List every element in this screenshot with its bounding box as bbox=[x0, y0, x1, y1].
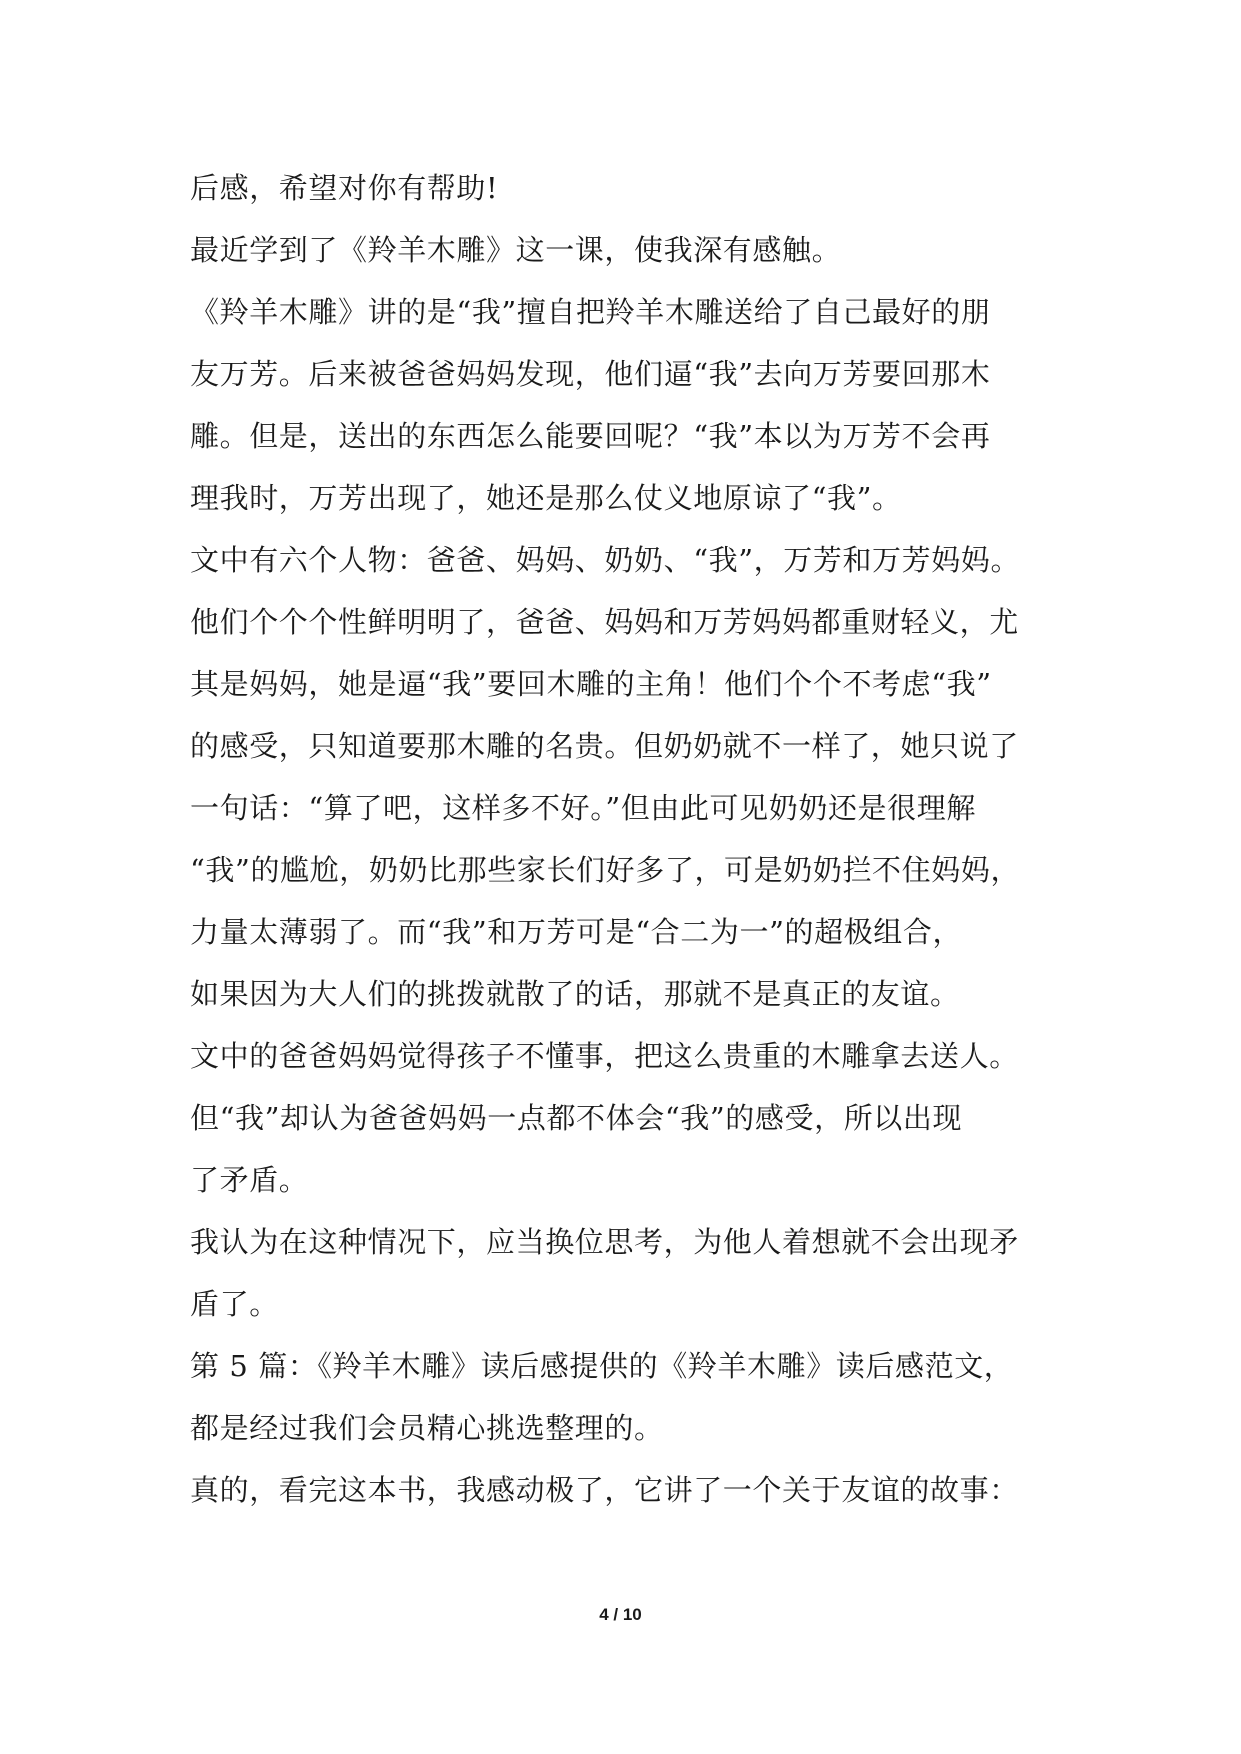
text-line: 其是妈妈，她是逼“我”要回木雕的主角！他们个个不考虑“我” bbox=[190, 667, 992, 701]
text-line: 第 5 篇：《羚羊木雕》读后感提供的《羚羊木雕》读后感范文， bbox=[190, 1349, 1014, 1383]
text-line: 《羚羊木雕》讲的是“我”擅自把羚羊木雕送给了自己最好的朋 bbox=[190, 295, 991, 329]
text-line: 雕。但是，送出的东西怎么能要回呢？“我”本以为万芳不会再 bbox=[190, 419, 991, 453]
document-body bbox=[190, 157, 1070, 1521]
text-line: 力量太薄弱了。而“我”和万芳可是“合二为一”的超极组合， bbox=[190, 915, 963, 949]
text-line: 我认为在这种情况下，应当换位思考，为他人着想就不会出现矛 bbox=[190, 1225, 1019, 1259]
text-line: 但“我”却认为爸爸妈妈一点都不体会“我”的感受，所以出现 bbox=[190, 1101, 963, 1135]
text-line: 如果因为大人们的挑拨就散了的话，那就不是真正的友谊。 bbox=[190, 977, 960, 1011]
text-line: 后感，希望对你有帮助! bbox=[190, 171, 499, 205]
text-line: 文中的爸爸妈妈觉得孩子不懂事，把这么贵重的木雕拿去送人。 bbox=[190, 1039, 1019, 1073]
text-line: “我”的尴尬，奶奶比那些家长们好多了，可是奶奶拦不住妈妈， bbox=[190, 853, 1021, 887]
text-line: 都是经过我们会员精心挑选整理的。 bbox=[190, 1411, 664, 1445]
text-line: 真的，看完这本书，我感动极了，它讲了一个关于友谊的故事： bbox=[190, 1473, 1019, 1507]
text-line: 最近学到了《羚羊木雕》这一课，使我深有感触。 bbox=[190, 233, 842, 267]
text-line: 了矛盾。 bbox=[190, 1163, 309, 1197]
text-line: 理我时，万芳出现了，她还是那么仗义地原谅了“我”。 bbox=[190, 481, 902, 515]
text-line: 文中有六个人物：爸爸、妈妈、奶奶、“我”，万芳和万芳妈妈。 bbox=[190, 543, 1021, 577]
text-line: 的感受，只知道要那木雕的名贵。但奶奶就不一样了，她只说了 bbox=[190, 729, 1019, 763]
text-line: 友万芳。后来被爸爸妈妈发现，他们逼“我”去向万芳要回那木 bbox=[190, 357, 991, 391]
text-line: 一句话：“算了吧，这样多不好。”但由此可见奶奶还是很理解 bbox=[190, 791, 976, 825]
text-line: 他们个个个性鲜明明了，爸爸、妈妈和万芳妈妈都重财轻义，尤 bbox=[190, 605, 1019, 639]
page-number: 4 / 10 bbox=[599, 1605, 642, 1624]
text-line: 盾了。 bbox=[190, 1287, 279, 1321]
